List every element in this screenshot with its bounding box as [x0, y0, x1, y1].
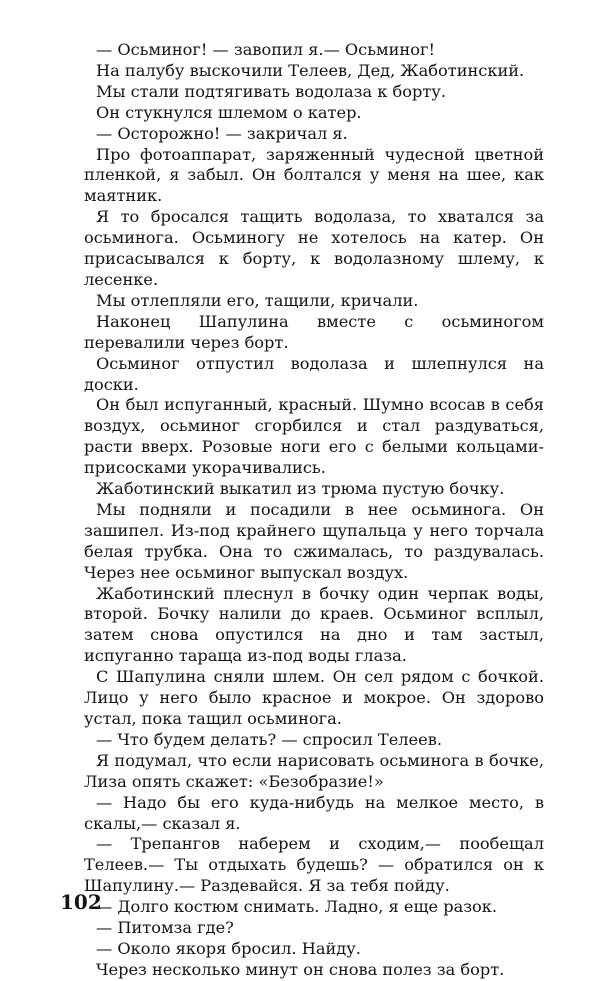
paragraph: Мы отлепляли его, тащили, кричали.	[96, 290, 419, 310]
paragraph: — Что будем делать? — спросил Телеев.	[96, 729, 442, 749]
paragraph: — Осьминог! — завопил я.— Осьминог!	[96, 40, 435, 59]
paragraph: — Надо бы его куда-нибудь на мелкое место, в скалы,— сказал я.	[84, 792, 544, 833]
book-page-text	[84, 40, 544, 981]
paragraph: Я подумал, что если нарисовать осьминога в бочке, Лиза опять скажет: «Безобразие!»	[84, 750, 544, 791]
paragraph: — Питомза где?	[96, 918, 234, 938]
paragraph: — Долго костюм снимать. Ладно, я еще разок.	[96, 897, 498, 917]
paragraph: — Около якоря бросил. Найду.	[96, 938, 361, 958]
paragraph: Мы подняли и посадили в нее осьминога. Он зашипел. Из-под крайнего щупальца у него торчала белая трубка. Она то сжималась, то раздувалась. Через нее осьминог выпускал воздух.	[84, 499, 544, 582]
paragraph: С Шапулина сняли шлем. Он сел рядом с бочкой. Лицо у него было красное и мокрое. Он здорово устал, пока тащил осьминога.	[84, 667, 544, 728]
paragraph: Наконец Шапулина вместе с осьминогом перевалили через борт.	[84, 311, 544, 352]
paragraph: — Осторожно! — закричал я.	[96, 123, 348, 143]
paragraph: Он стукнулся шлемом о катер.	[96, 102, 362, 122]
page-number: 102	[60, 890, 102, 914]
paragraph: Про фотоаппарат, заряженный чудесной цветной пленкой, я забыл. Он болтался у меня на шее, как маятник.	[84, 144, 544, 206]
paragraph: Мы стали подтягивать водолаза к борту.	[96, 81, 446, 101]
paragraph: Жаботинский выкатил из трюма пустую бочку.	[96, 479, 505, 499]
paragraph: Он был испуганный, красный. Шумно всосав в себя воздух, осьминог сгорбился и стал раздуваться, расти вверх. Розовые ноги его с белыми кольцами-присосками укорачивались.	[84, 395, 544, 478]
paragraph: — Трепангов наберем и сходим,— пообещал Телеев.— Ты отдыхать будешь? — обратился он к Шапулину.— Раздевайся. Я за тебя пойду.	[84, 834, 544, 896]
paragraph: Жаботинский плеснул в бочку один черпак воды, второй. Бочку налили до краев. Осьминог всплыл, затем снова опустился на дно и там застыл, испуганно тараща из-под воды глаза.	[84, 583, 544, 666]
paragraph: Я то бросался тащить водолаза, то хватался за осьминога. Осьминогу не хотелось на катер. Он присасывался к борту, к водолазному шлему, к лесенке.	[84, 207, 544, 289]
paragraph: Через несколько минут он снова полез за борт.	[96, 959, 505, 979]
paragraph: На палубу выскочили Телеев, Дед, Жаботинский.	[96, 60, 525, 80]
paragraph: Осьминог отпустил водолаза и шлепнулся на доски.	[84, 353, 544, 394]
